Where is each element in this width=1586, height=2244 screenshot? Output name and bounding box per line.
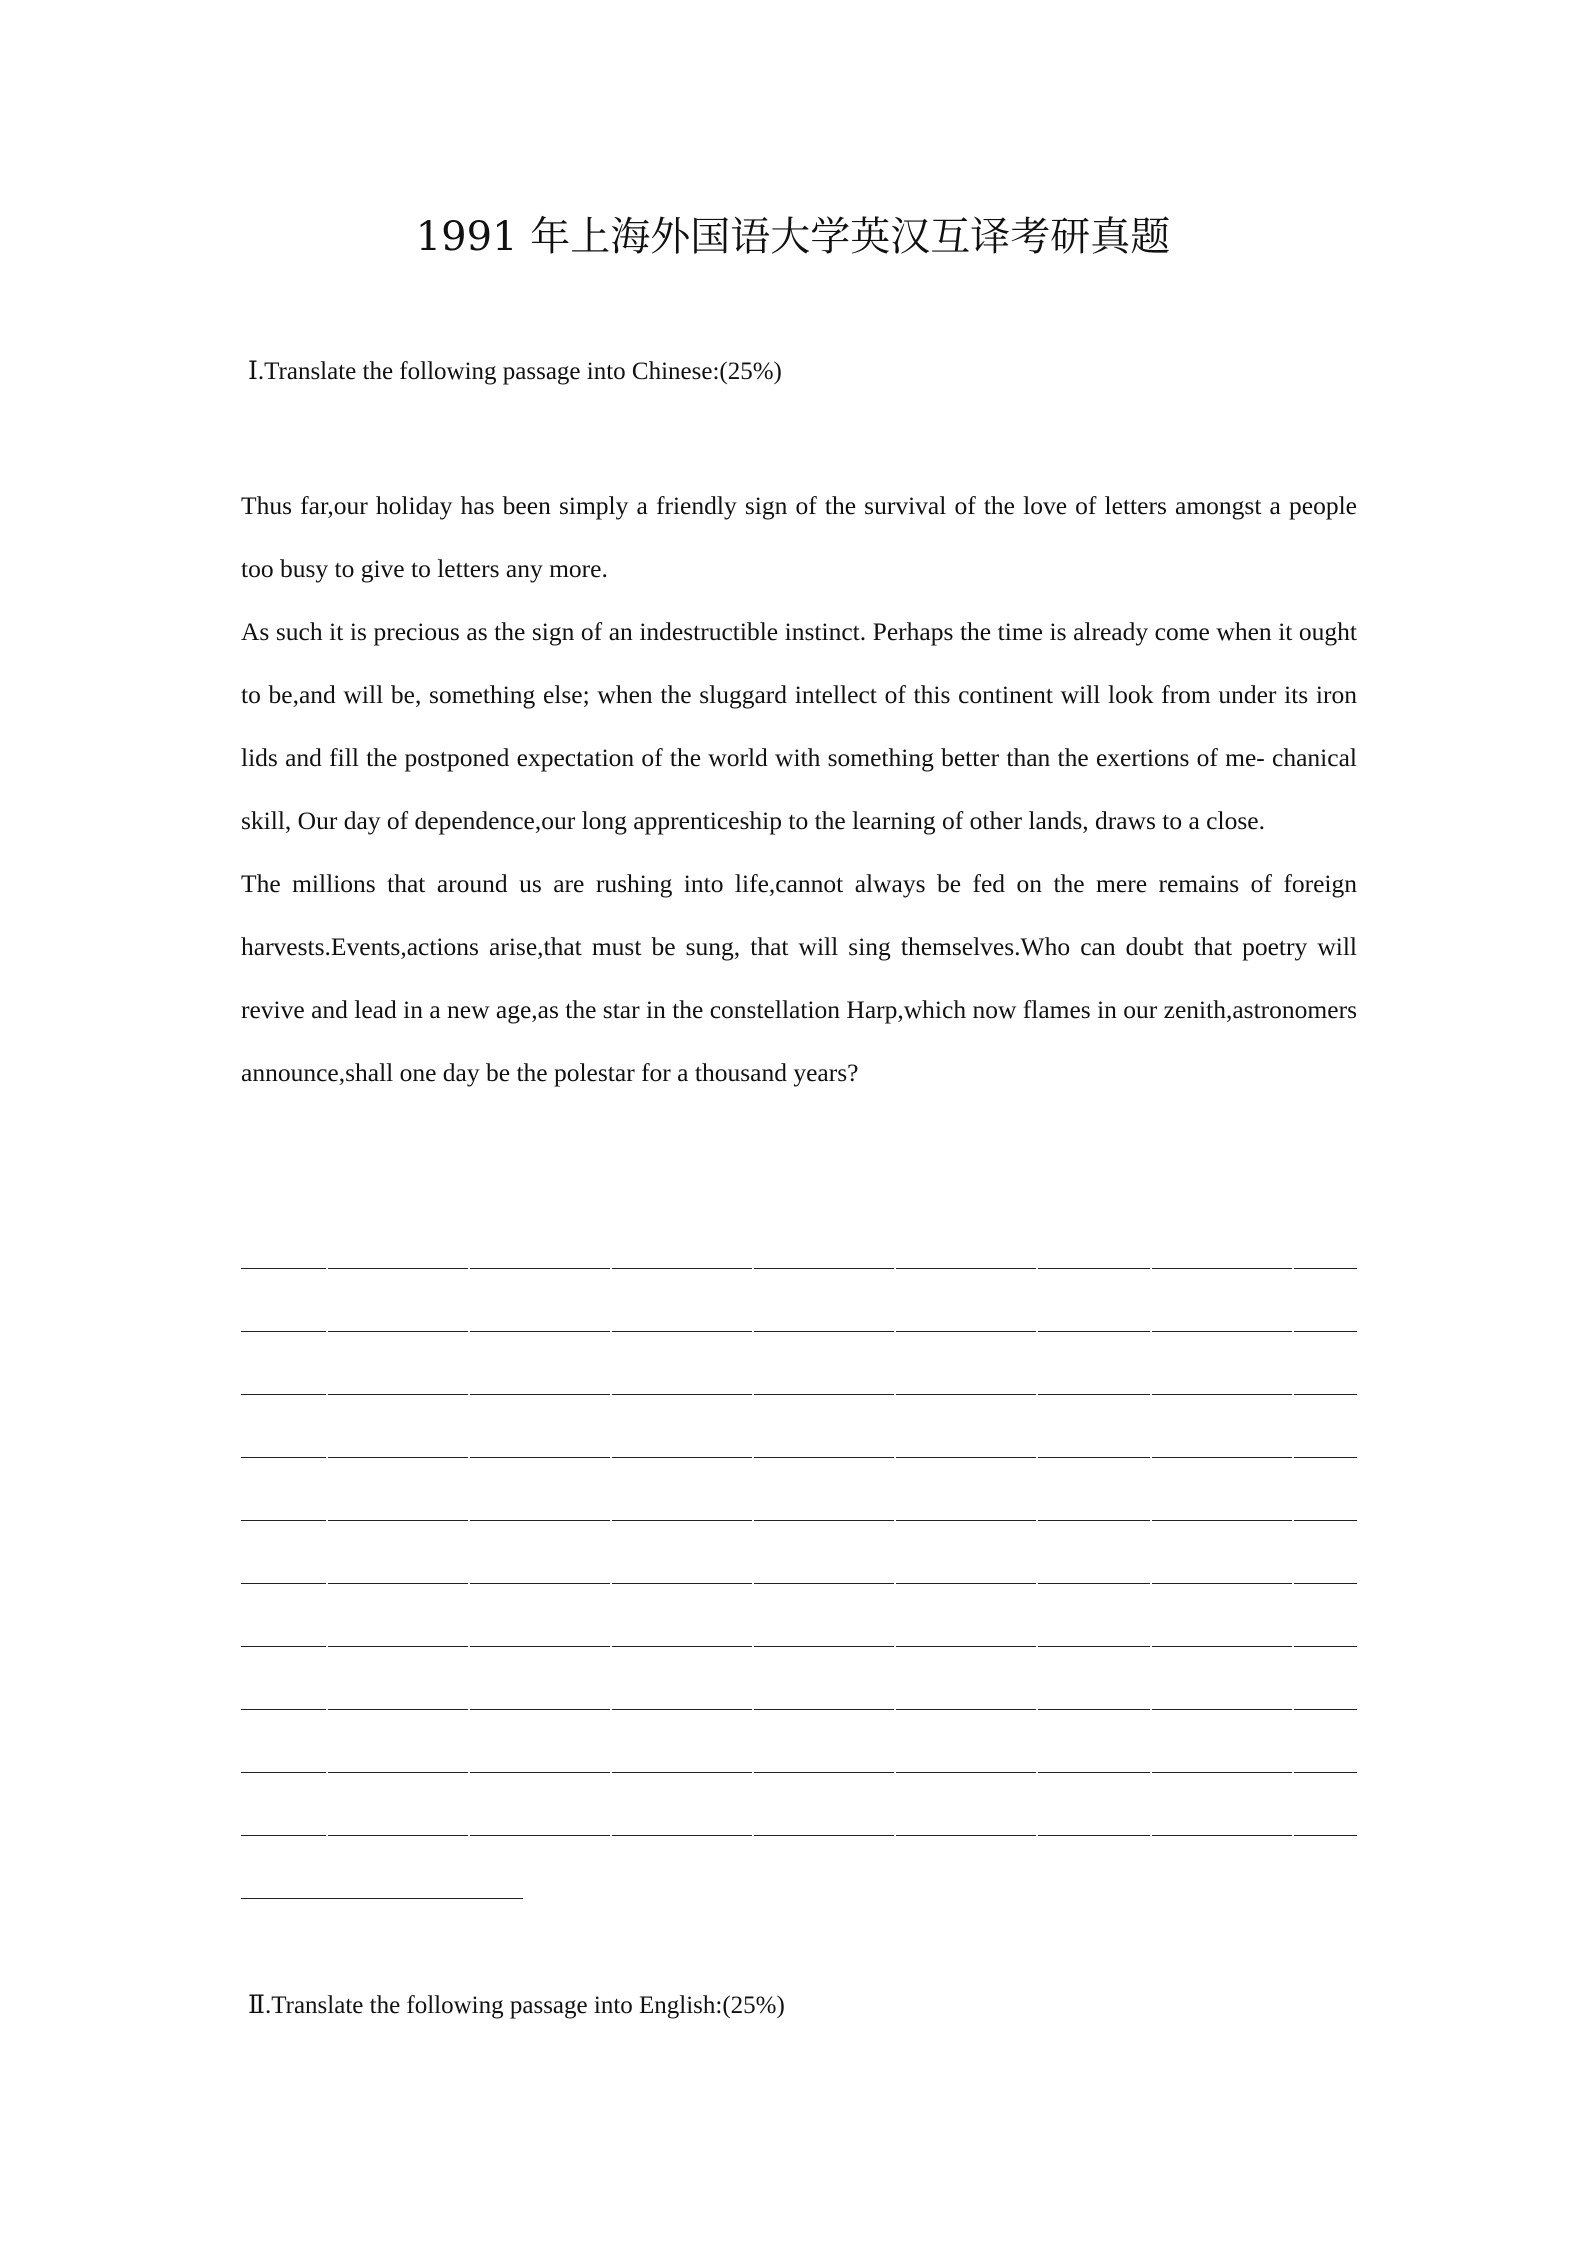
answer-line[interactable] (241, 1521, 1357, 1584)
answer-line[interactable] (241, 1710, 1357, 1773)
answer-line[interactable] (241, 1773, 1357, 1836)
passage-paragraph: The millions that around us are rushing into life,cannot always be fed on the mere remains of foreign harvests.Events,actions arise,that must be sung, that will sing themselves.Who can doubt that poetry will revive and lead in a new age,as the star in the constellation Harp,which now flames in our zenith,astronomers announce,shall one day be the polestar for a thousand years? (241, 869, 1357, 1087)
section-2-heading: Ⅱ.Translate the following passage into English:(25%) (248, 1992, 785, 2019)
answer-line[interactable] (241, 1395, 1357, 1458)
document-title: 1991 年上海外国语大学英汉互译考研真题 (415, 214, 1171, 260)
section-1-passage (241, 474, 1357, 1104)
answer-line[interactable] (241, 1647, 1357, 1710)
passage-paragraph: As such it is precious as the sign of an indestructible instinct. Perhaps the time is already come when it ought to be,and will be, something else; when the sluggard intellect of this continent will look from under its iron lids and fill the postponed expectation of the world with something better than the exertions of me- chanical skill, Our day of dependence,our long apprenticeship to the learning of other lands, draws to a close. (241, 617, 1357, 835)
answer-line[interactable] (241, 1584, 1357, 1647)
answer-line[interactable] (241, 1269, 1357, 1332)
answer-line-end[interactable] (241, 1836, 523, 1899)
answer-line[interactable] (241, 1458, 1357, 1521)
section-1-heading: Ⅰ.Translate the following passage into Chinese:(25%) (248, 358, 782, 385)
answer-lines-area (241, 1206, 1357, 1899)
answer-line[interactable] (241, 1332, 1357, 1395)
passage-paragraph: Thus far,our holiday has been simply a friendly sign of the survival of the love of letters amongst a people too busy to give to letters any more. (241, 491, 1357, 583)
answer-line[interactable] (241, 1206, 1357, 1269)
